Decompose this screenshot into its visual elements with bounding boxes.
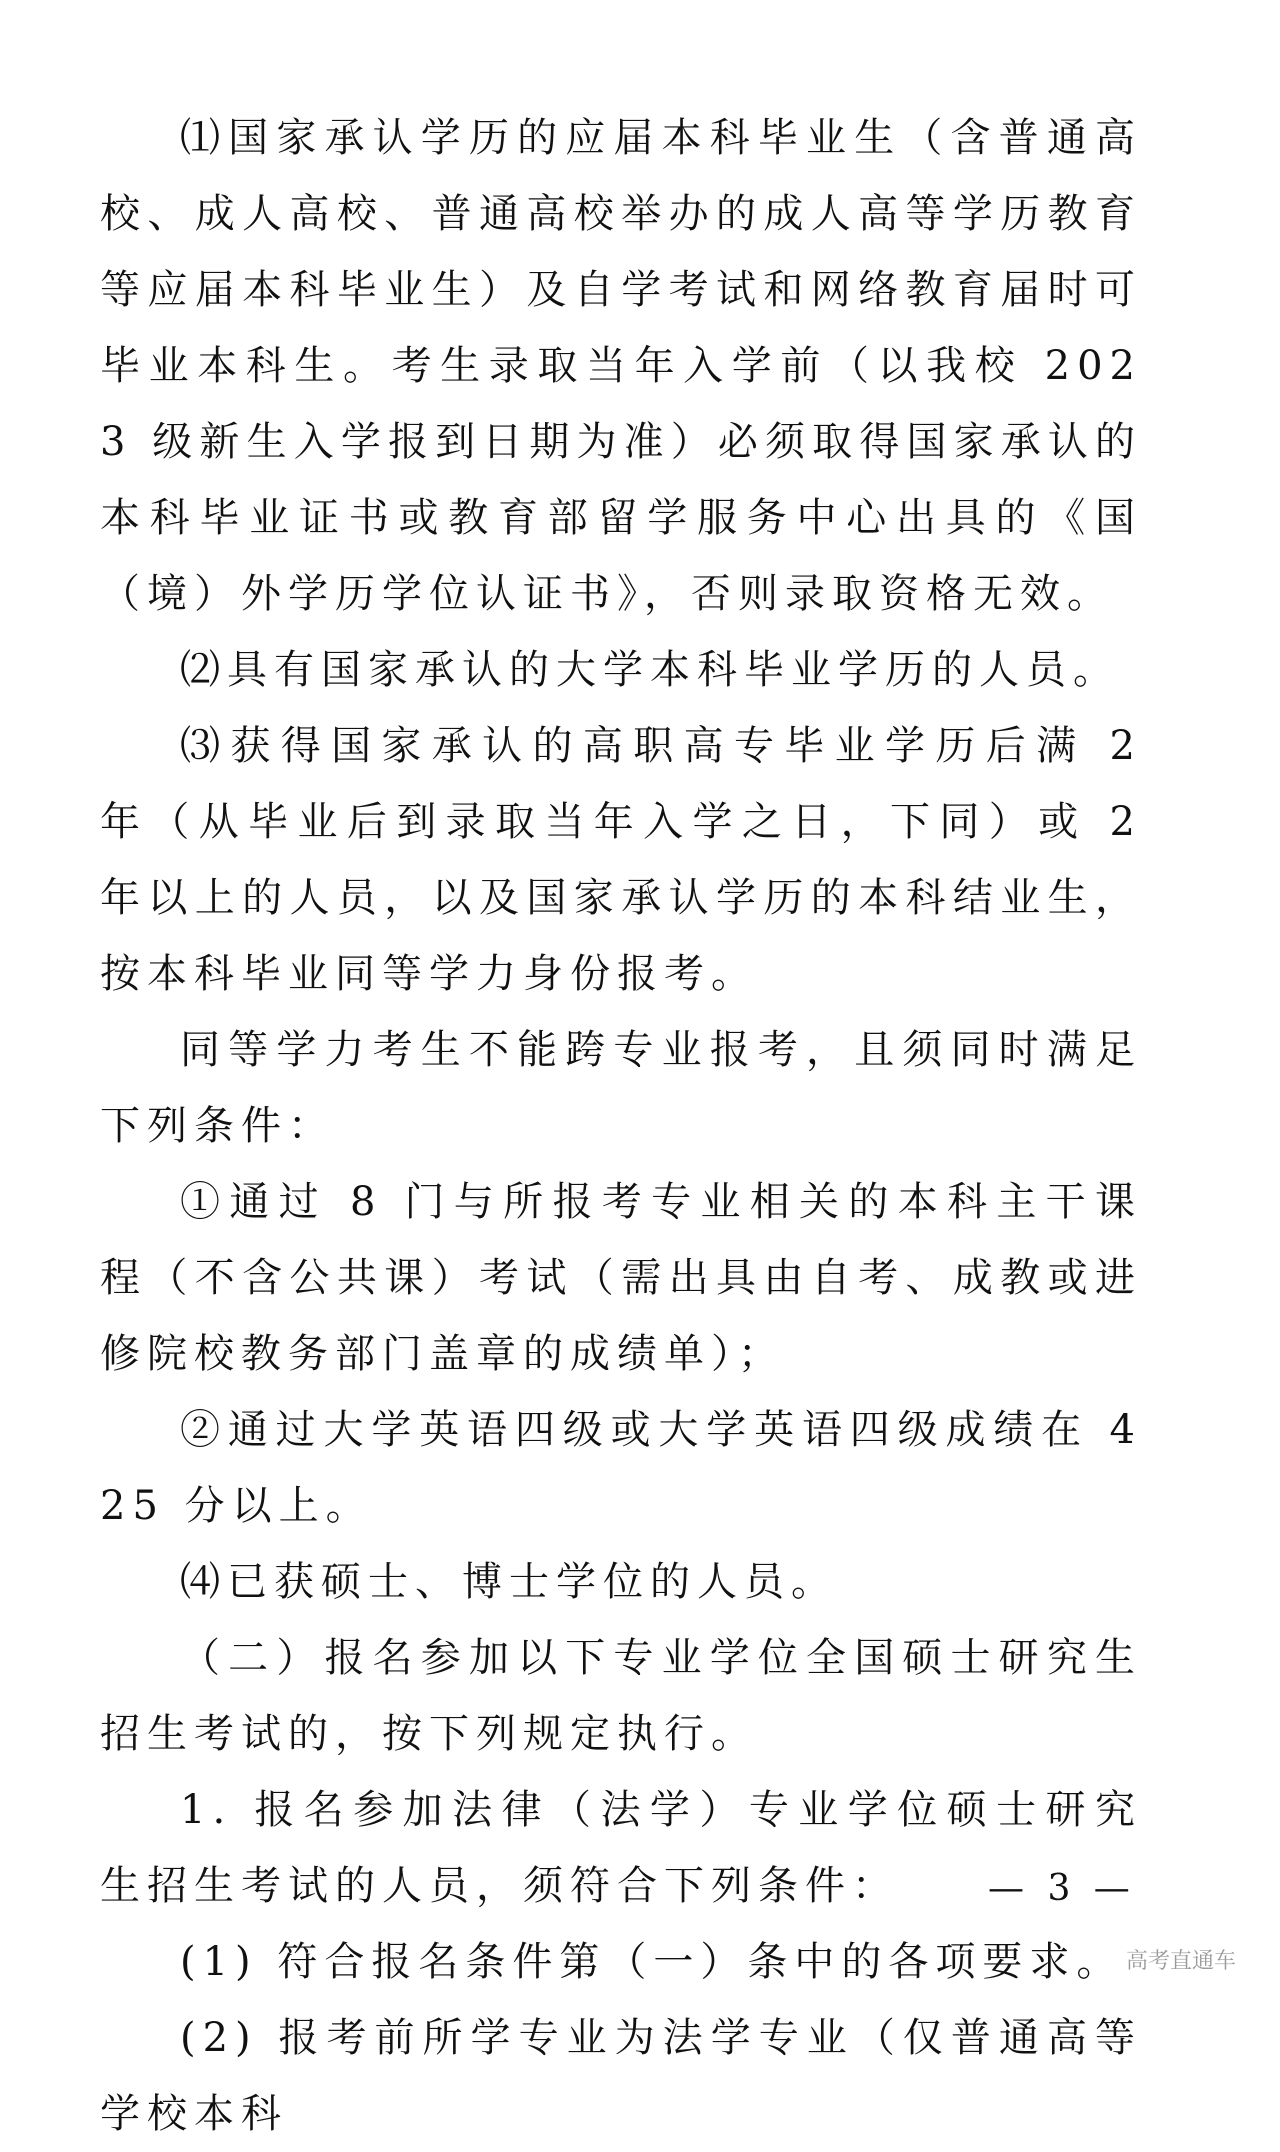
- paragraph-10: (1) 符合报名条件第（一）条中的各项要求。: [180, 1939, 1124, 1985]
- paragraph-9: 1. 报名参加法律（法学）专业学位硕士研究生招生考试的人员，须符合下列条件：: [100, 1787, 1142, 1909]
- paragraph-7: ⑷已获硕士、博士学位的人员。: [180, 1559, 838, 1605]
- body-text: [100, 100, 1142, 2152]
- paragraph-4: 同等学力考生不能跨专业报考，且须同时满足下列条件：: [100, 1027, 1142, 1149]
- watermark-text: 高考直通车: [1125, 1949, 1236, 1974]
- paragraph-11: (2) 报考前所学专业为法学专业（仅普通高等学校本科: [100, 2015, 1142, 2137]
- paragraph-2: ⑵具有国家承认的大学本科毕业学历的人员。: [180, 647, 1120, 693]
- paragraph-1: ⑴国家承认学历的应届本科毕业生（含普通高校、成人高校、普通高校举办的成人高等学历教育等应届本科毕业生）及自学考试和网络教育届时可毕业本科生。考生录取当年入学前（以我校 2023 级新生入学报到日期为准）必须取得国家承认的本科毕业证书或教育部留学服务中心出具的《国（境）外学历学位认证书》，否则录取资格无效。: [100, 115, 1142, 617]
- page-number: — 3 —: [988, 1868, 1136, 1909]
- paragraph-6: ②通过大学英语四级或大学英语四级成绩在 425 分以上。: [100, 1407, 1142, 1529]
- paragraph-3: ⑶获得国家承认的高职高专毕业学历后满 2 年（从毕业后到录取当年入学之日，下同）或 2 年以上的人员，以及国家承认学历的本科结业生，按本科毕业同等学力身份报考。: [100, 723, 1142, 997]
- paragraph-8: （二）报名参加以下专业学位全国硕士研究生招生考试的，按下列规定执行。: [100, 1635, 1142, 1757]
- paragraph-5: ①通过 8 门与所报考专业相关的本科主干课程（不含公共课）考试（需出具由自考、成教或进修院校教务部门盖章的成绩单）；: [100, 1179, 1142, 1377]
